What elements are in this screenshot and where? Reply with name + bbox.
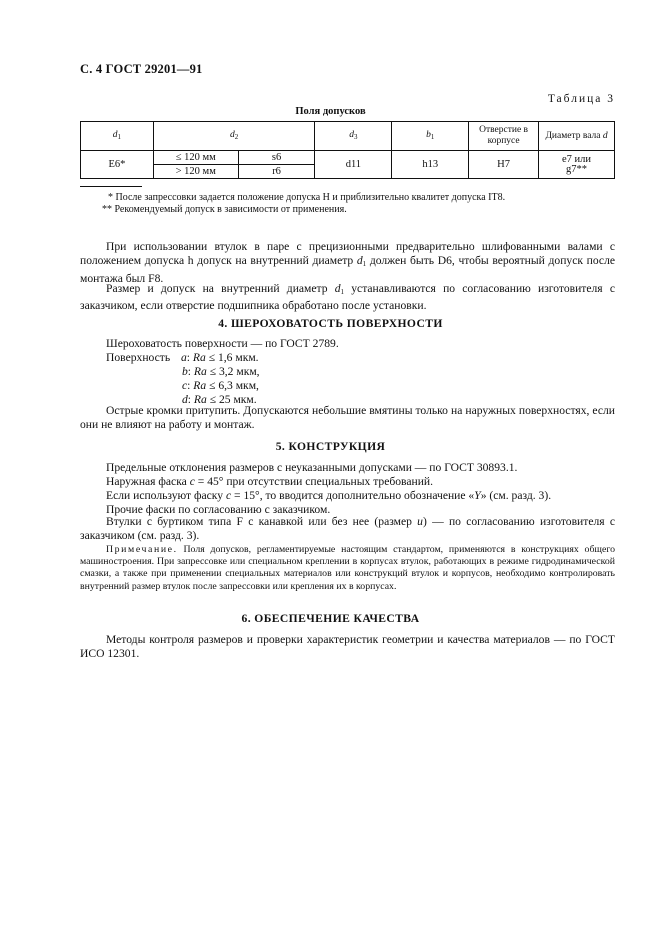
table-row [81,151,615,165]
cell-d1: E6* [81,151,154,179]
paragraph-edges: Острые кромки притупить. Допускаются небольшие вмятины только на наружных поверхностях, если они не влияют на работу и монтаж. [80,404,615,432]
cell-b1: h13 [392,151,469,179]
cell-d2-tol: s6 [238,151,315,165]
surface-b: b: Ra ≤ 3,2 мкм, [182,365,260,378]
roughness-line: Шероховатость поверхности — по ГОСТ 2789. [106,337,339,350]
surface-label: Поверхность [106,351,171,364]
table-header-row [81,122,615,151]
col-header-shaft: Диаметр вала d [539,122,615,151]
col-header-hole: Отверстие в корпусе [469,122,539,151]
page-header: С. 4 ГОСТ 29201—91 [80,62,203,76]
cell-d2-range: ≤ 120 мм [153,151,238,165]
cell-d2-range: > 120 мм [153,165,238,179]
section-4-heading: 4. ШЕРОХОВАТОСТЬ ПОВЕРХНОСТИ [218,317,443,330]
col-header-b1: $b_1$ [392,122,469,151]
cell-hole: H7 [469,151,539,179]
paragraph-1: При использовании втулок в паре с прецизионными предварительно шлифованными валами с положением допуска h допуск на внутренний диаметр $d_1$ должен быть D6, чтобы вероятный допуск после монтажа был F8. [80,240,615,285]
cell-d3: d11 [315,151,392,179]
footnote-1: * После запрессовки задается положение допуска H и приблизительно квалитет допуска IT8. [108,192,506,203]
surface-c: c: Ra ≤ 6,3 мкм, [182,379,259,392]
col-header-d1: $d_1$ [81,122,154,151]
construction-line-2: Наружная фаска c = 45° при отсутствии специальных требований. [106,475,434,488]
note-paragraph: Примечание. Поля допусков, регламентируемые настоящим стандартом, применяются в конструкциях общего машиностроения. При запрессовке или специальном креплении в корпусах втулок, работающих в режиме гидродинамической смазки, а также при применении специальных материалов или конструкций втулок и корпусов, необходимо контролировать внутренний размер втулок после запрессовки или крепления их в корпусах. [80,544,615,592]
paragraph-quality: Методы контроля размеров и проверки характеристик геометрии и качества материалов — по ГОСТ ИСО 12301. [80,633,615,661]
cell-d2-tol: r6 [238,165,315,179]
surface-d: d: Ra ≤ 25 мкм. [182,393,257,406]
paragraph-2: Размер и допуск на внутренний диаметр $d_1$ устанавливаются по согласованию изготовителя с заказчиком, если отверстие подшипника обработано после установки. [80,282,615,313]
surface-a: a: Ra ≤ 1,6 мкм. [181,351,259,364]
section-6-heading: 6. ОБЕСПЕЧЕНИЕ КАЧЕСТВА [241,612,420,625]
section-5-heading: 5. КОНСТРУКЦИЯ [275,440,386,453]
footnote-2: ** Рекомендуемый допуск в зависимости от применения. [102,204,347,215]
construction-line-3: Если используют фаску c = 15°, то вводится дополнительно обозначение «Y» (см. разд. 3). [106,489,552,502]
cell-shaft: e7 или g7** [539,151,615,179]
footnote-rule [80,186,142,187]
construction-line-1: Предельные отклонения размеров с неуказанными допусками — по ГОСТ 30893.1. [106,461,518,474]
col-header-d3: $d_3$ [315,122,392,151]
note-label: Примечание. [106,544,178,555]
construction-paragraph-5: Втулки с буртиком типа F с канавкой или без нее (размер u) — по согласованию изготовителя с заказчиком (см. разд. 3). [80,515,615,543]
table-label: Таблица 3 [547,93,615,105]
table-caption: Поля допусков [295,106,366,117]
col-header-d2: $d_2$ [153,122,315,151]
tolerance-table [80,121,615,179]
construction-line-4: Прочие фаски по согласованию с заказчиком. [106,503,331,516]
